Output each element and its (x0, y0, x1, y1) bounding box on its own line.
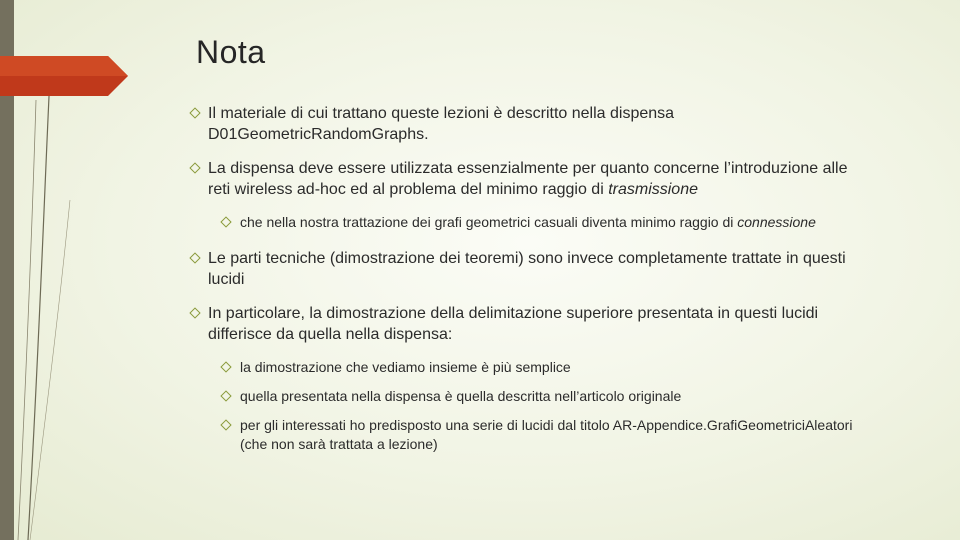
bullet-text: che nella nostra trattazione dei grafi geometrici casuali diventa minimo raggio di (240, 214, 738, 230)
bullet-item (188, 158, 858, 200)
diamond-bullet-icon (220, 361, 231, 372)
bullet-text: Il materiale di cui trattano queste lezioni è descritto nella dispensa D01GeometricRandomGraphs. (208, 105, 675, 143)
bullet-text-italic: connessione (737, 214, 816, 230)
diamond-bullet-icon (220, 390, 231, 401)
bullet-text: Le parti tecniche (dimostrazione dei teoremi) sono invece completamente trattate in questi lucidi (208, 250, 846, 288)
bullet-item (188, 303, 858, 345)
bullet-text-italic: trasmissione (608, 181, 698, 198)
bullet-item (188, 103, 858, 145)
diamond-bullet-icon (189, 107, 200, 118)
sub-bullet-item (188, 213, 858, 232)
diamond-bullet-icon (189, 162, 200, 173)
sub-bullet-item (188, 387, 858, 406)
bullet-list (188, 103, 858, 464)
diamond-bullet-icon (189, 252, 200, 263)
sub-bullet-item (188, 416, 858, 454)
bullet-text: La dispensa deve essere utilizzata essenzialmente per quanto concerne l’introduzione alle reti wireless ad-hoc ed al problema del minimo raggio di (208, 160, 848, 198)
bullet-text: per gli interessati ho predisposto una serie di lucidi dal titolo AR-Appendice.GrafiGeometriciAleatori (che non sarà trattata a lezione) (240, 417, 853, 452)
bullet-item (188, 248, 858, 290)
slide-title: Nota (196, 34, 266, 70)
bullet-text: In particolare, la dimostrazione della delimitazione superiore presentata in questi lucidi differisce da quella nella dispensa: (208, 305, 819, 343)
bullet-text: la dimostrazione che vediamo insieme è più semplice (240, 359, 571, 375)
diamond-bullet-icon (220, 216, 231, 227)
bullet-text: quella presentata nella dispensa è quella descritta nell’articolo originale (240, 388, 682, 404)
sub-bullet-item (188, 358, 858, 377)
diamond-bullet-icon (220, 419, 231, 430)
title-accent-tab (0, 56, 128, 96)
diamond-bullet-icon (189, 307, 200, 318)
